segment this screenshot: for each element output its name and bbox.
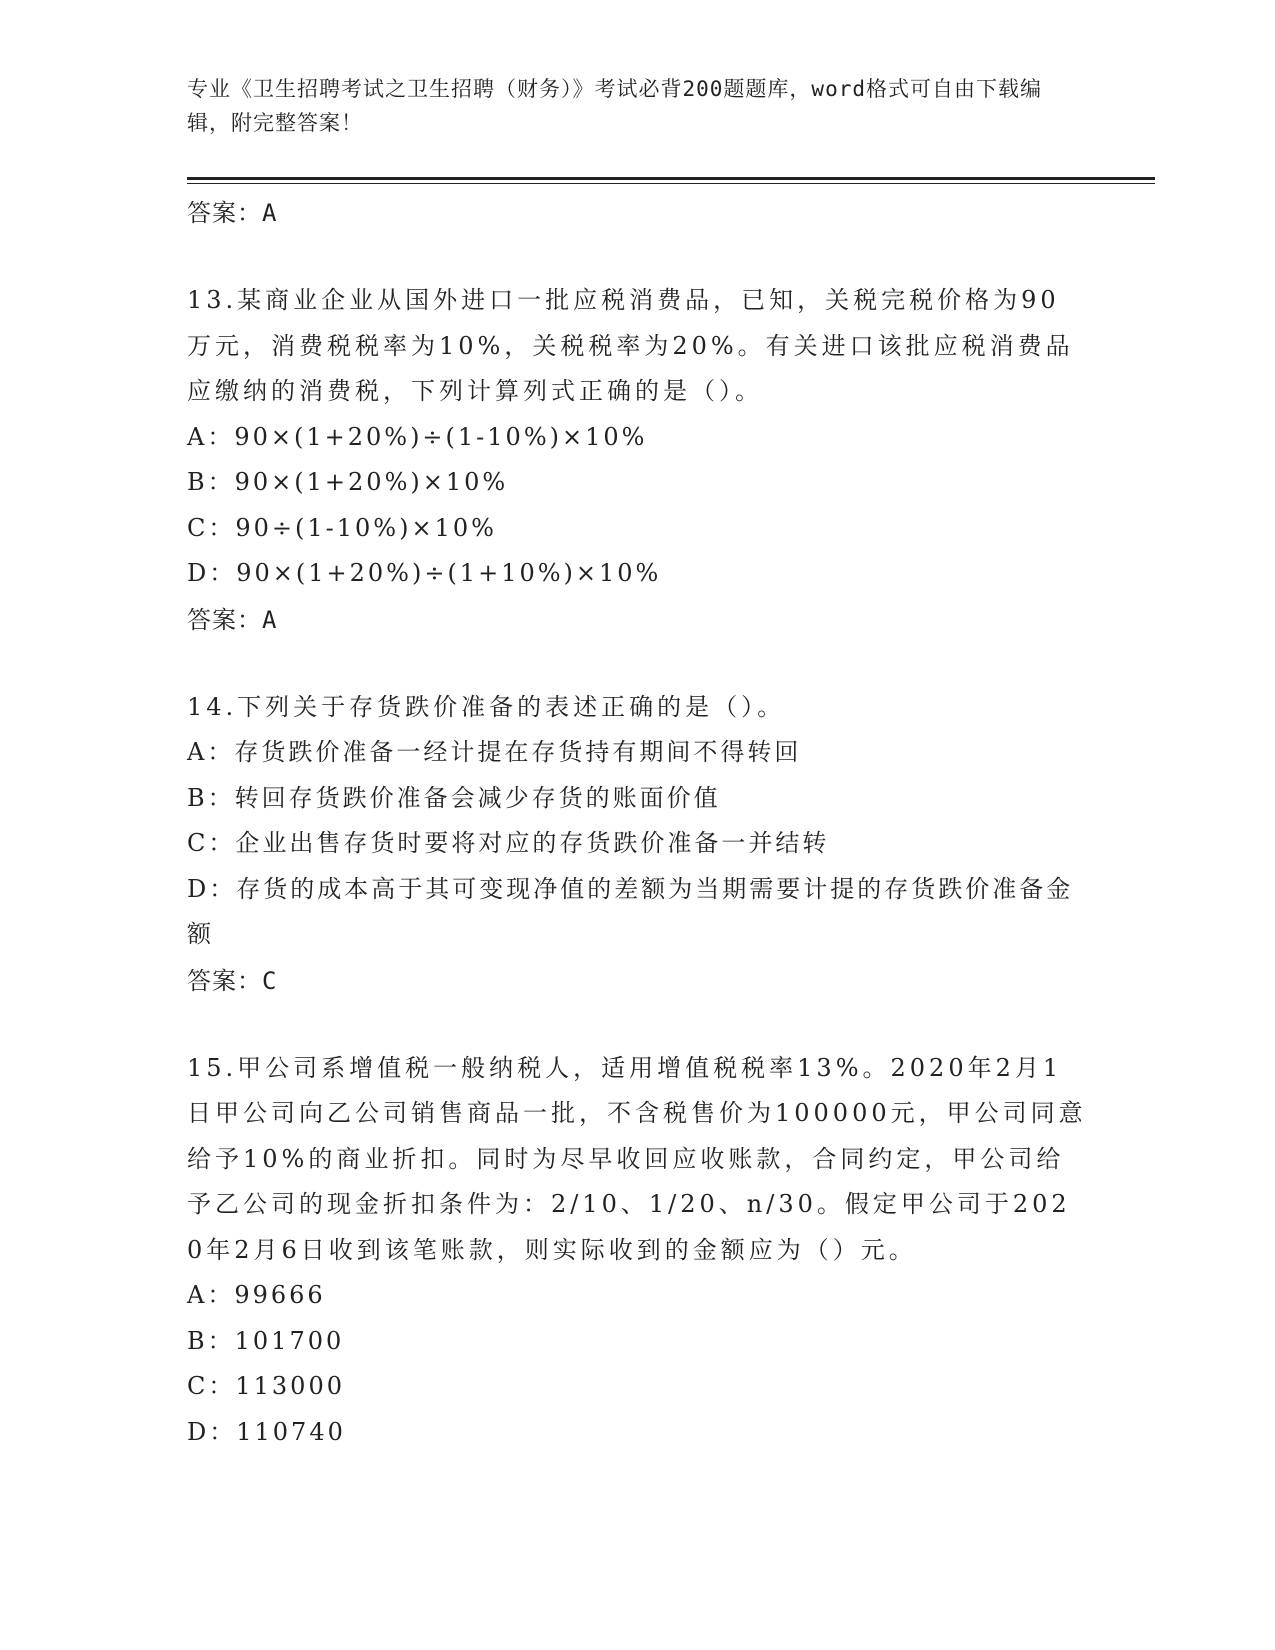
option-a: A：99666	[187, 1281, 326, 1309]
option-d: D：存货的成本高于其可变现净值的差额为当期需要计提的存货跌价准备金额	[187, 874, 1074, 948]
previous-answer: 答案：A	[187, 199, 278, 227]
option-a: A：存货跌价准备一经计提在存货持有期间不得转回	[187, 738, 802, 766]
option-b: B：90×(1+20%)×10%	[187, 468, 509, 496]
question-stem: 15.甲公司系增值税一般纳税人，适用增值税税率13%。2020年2月1日甲公司向乙公司销售商品一批，不含税售价为100000元，甲公司同意给予10%的商业折扣。同时为尽早收回应收账款，合同约定，甲公司给予乙公司的现金折扣条件为：2/10、1/20、n/30。假定甲公司于2020年2月6日收到该笔账款，则实际收到的金额应为（）元。	[187, 1053, 1087, 1264]
option-c: C：90÷(1-10%)×10%	[187, 513, 497, 542]
question-14	[187, 685, 1087, 1004]
option-c: C：113000	[187, 1372, 345, 1400]
header-divider-thin	[187, 183, 1155, 184]
question-13	[187, 278, 1087, 643]
option-d: D：110740	[187, 1417, 346, 1446]
question-stem: 13.某商业企业从国外进口一批应税消费品，已知，关税完税价格为90万元，消费税税率为10%，关税税率为20%。有关进口该批应税消费品应缴纳的消费税，下列计算列式正确的是（）。	[187, 286, 1074, 405]
answer: 答案：A	[187, 605, 278, 634]
question-list	[187, 190, 1087, 1455]
option-b: B：101700	[187, 1326, 345, 1355]
option-c: C：企业出售存货时要将对应的存货跌价准备一并结转	[187, 829, 830, 857]
option-a: A：90×(1+20%)÷(1-10%)×10%	[187, 422, 648, 451]
document-header: 专业《卫生招聘考试之卫生招聘（财务）》考试必背200题题库，word格式可自由下载编辑，附完整答案！	[187, 77, 1042, 135]
question-15	[187, 1046, 1087, 1456]
option-b: B：转回存货跌价准备会减少存货的账面价值	[187, 783, 721, 812]
answer: 答案：C	[187, 966, 278, 995]
header-divider-thick	[187, 177, 1155, 180]
question-stem: 14.下列关于存货跌价准备的表述正确的是（）。	[187, 692, 786, 721]
option-d: D：90×(1+20%)÷(1+10%)×10%	[187, 559, 662, 587]
